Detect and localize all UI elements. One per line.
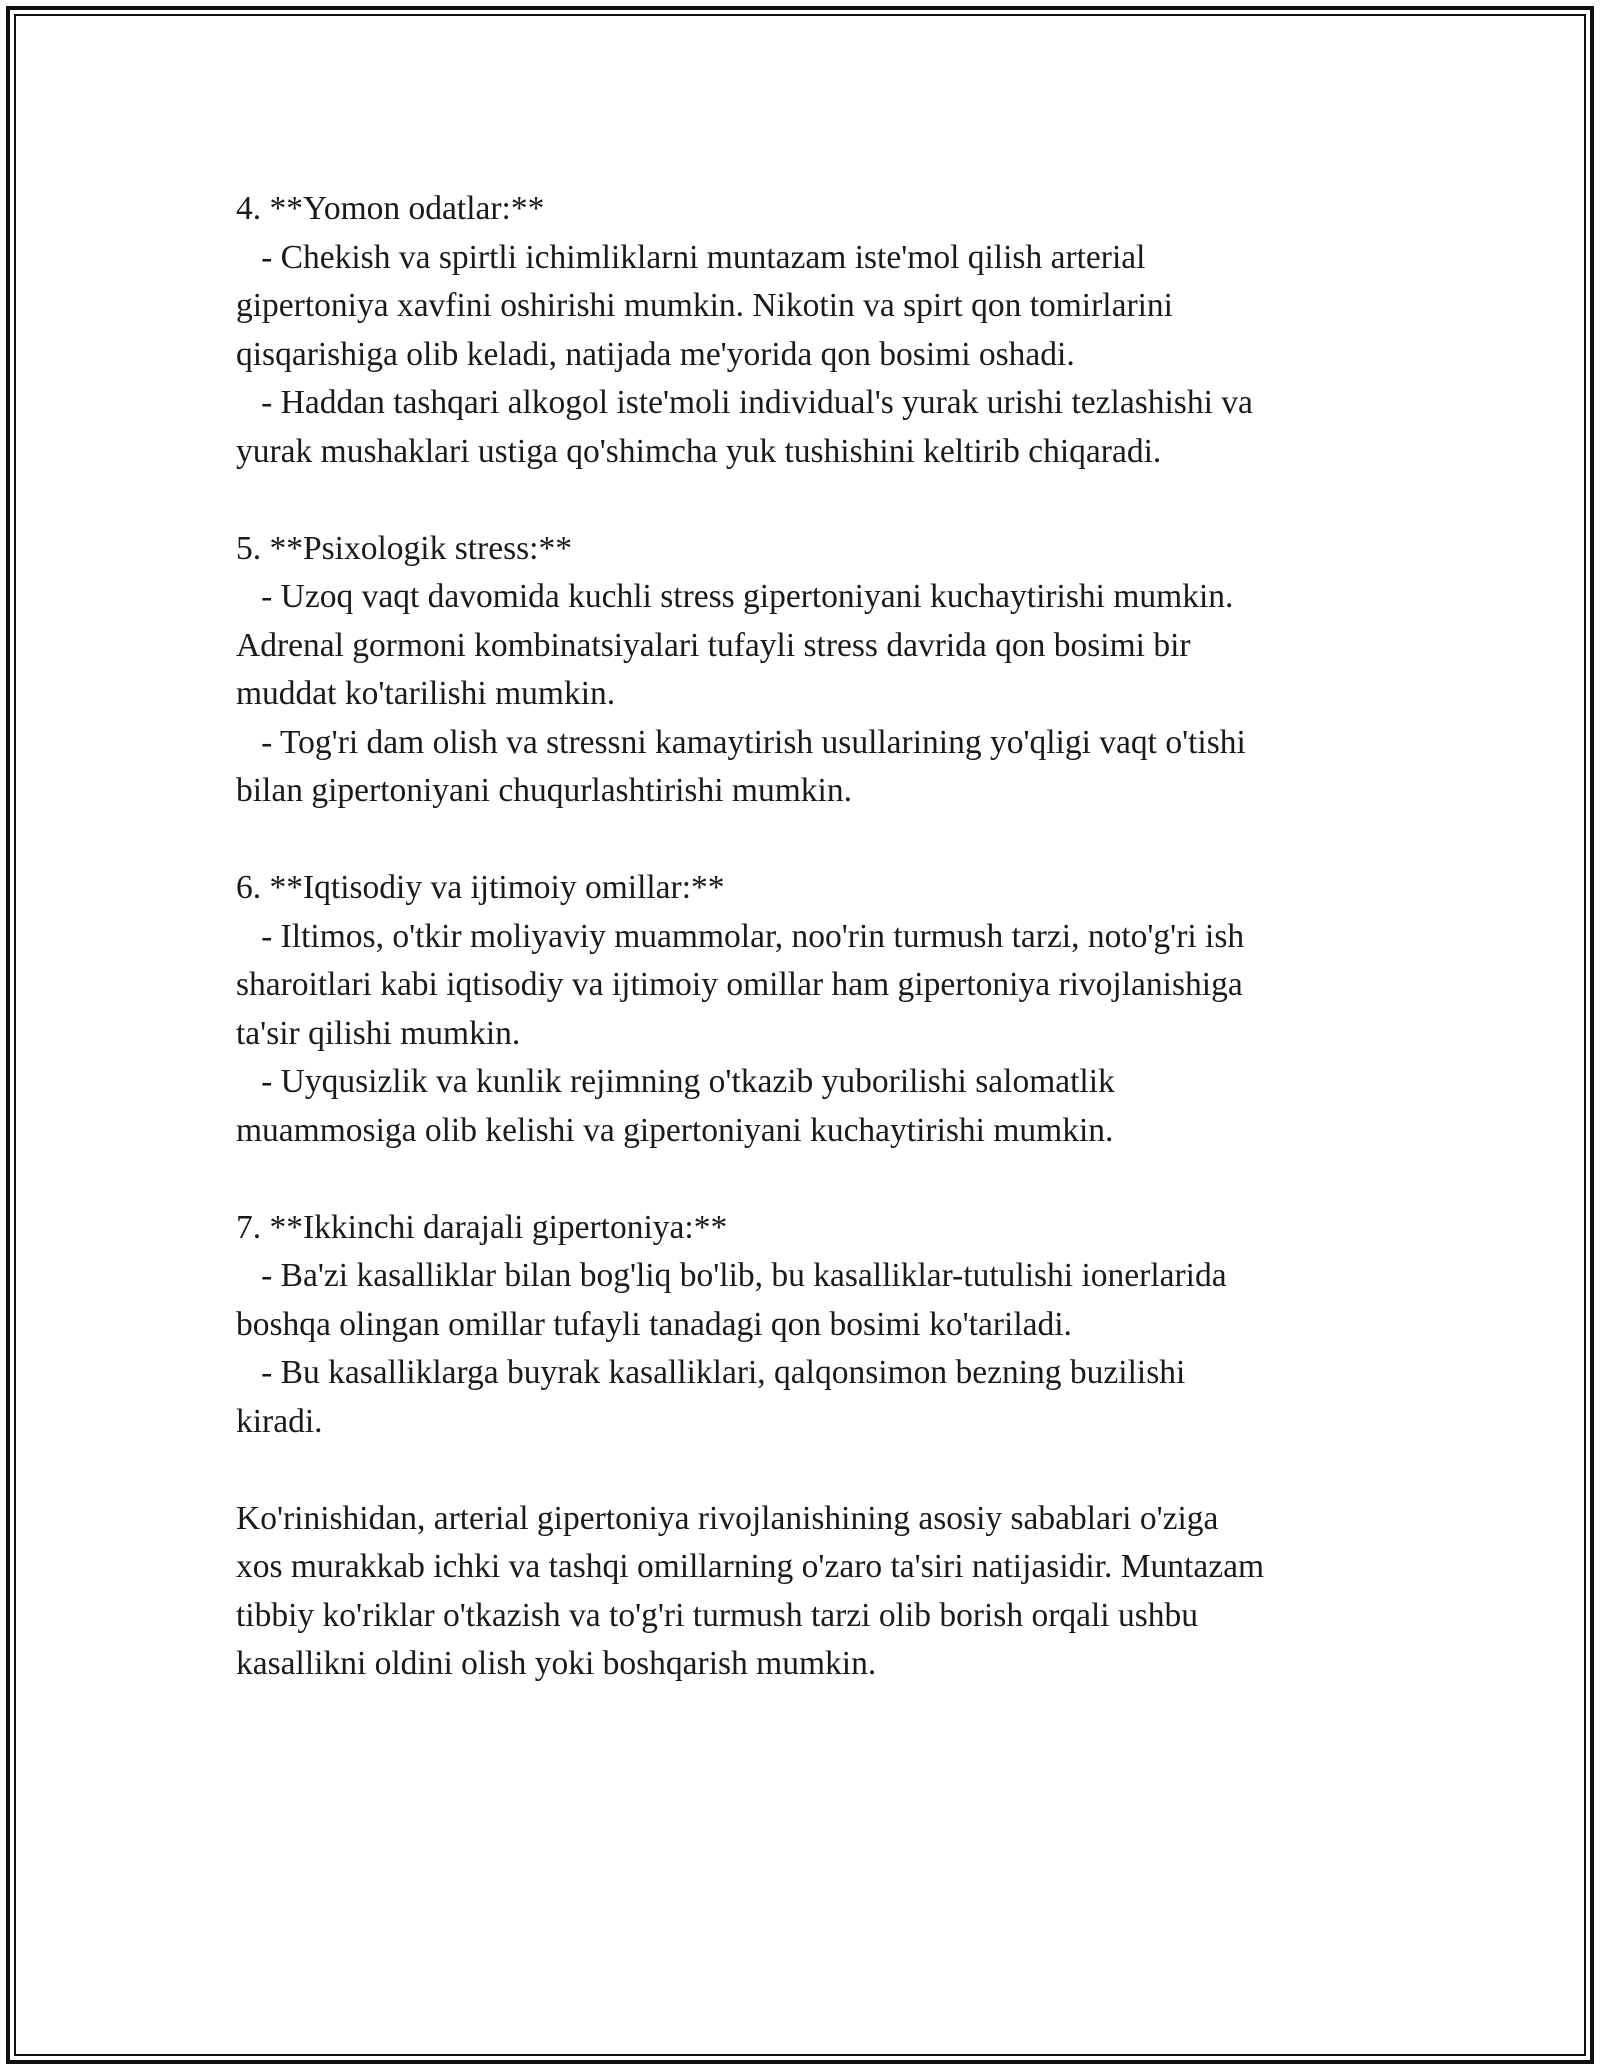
section-heading: 7. **Ikkinchi darajali gipertoniya:** [236,1208,728,1246]
section-socioeconomic-factors [236,864,1386,1155]
section-conclusion [236,1495,1386,1689]
text-line: yurak mushaklari ustiga qo'shimcha yuk tushishini keltirib chiqaradi. [236,432,1162,470]
text-line: ta'sir qilishi mumkin. [236,1014,521,1052]
text-line: bilan gipertoniyani chuqurlashtirishi mumkin. [236,772,852,809]
section-bad-habits [236,185,1386,476]
text-line: sharoitlari kabi iqtisodiy va ijtimoiy omillar ham gipertoniya rivojlanishiga [236,966,1243,1003]
text-line: - Bu kasalliklarga buyrak kasalliklari, qalqonsimon bezning buzilishi [236,1354,1186,1391]
text-line: kasallikni oldini olish yoki boshqarish mumkin. [236,1645,877,1682]
text-line: - Tog'ri dam olish va stressni kamaytirish usullarining yo'qligi vaqt o'tishi [236,723,1246,761]
text-line: qisqarishiga olib keladi, natijada me'yorida qon bosimi oshadi. [236,335,1075,373]
text-line: - Haddan tashqari alkogol iste'moli individual's yurak urishi tezlashishi va [236,384,1253,421]
text-line: - Chekish va spirtli ichimliklarni muntazam iste'mol qilish arterial [236,238,1146,276]
text-line: muammosiga olib kelishi va gipertoniyani kuchaytirishi mumkin. [236,1111,1114,1149]
section-heading: 6. **Iqtisodiy va ijtimoiy omillar:** [236,869,725,906]
text-line: Ko'rinishidan, arterial gipertoniya rivojlanishining asosiy sabablari o'ziga [236,1499,1219,1537]
text-line: - Uzoq vaqt davomida kuchli stress gipertoniyani kuchaytirishi mumkin. [236,578,1234,615]
paragraph-spacer [236,476,1386,525]
document-body [236,185,1386,1689]
paragraph-spacer [236,1446,1386,1495]
paragraph-spacer [236,816,1386,865]
section-heading: 4. **Yomon odatlar:** [236,190,545,227]
section-heading: 5. **Psixologik stress:** [236,529,572,567]
text-line: - Ba'zi kasalliklar bilan bog'liq bo'lib, bu kasalliklar-tutulishi ionerlarida [236,1257,1227,1294]
paragraph-spacer [236,1155,1386,1204]
text-line: gipertoniya xavfini oshirishi mumkin. Nikotin va spirt qon tomirlarini [236,287,1173,324]
text-line: boshqa olingan omillar tufayli tanadagi qon bosimi ko'tariladi. [236,1305,1072,1343]
text-line: xos murakkab ichki va tashqi omillarning o'zaro ta'siri natijasidir. Muntazam [236,1548,1264,1585]
text-line: - Iltimos, o'tkir moliyaviy muammolar, noo'rin turmush tarzi, noto'g'ri ish [236,917,1245,955]
text-line: Adrenal gormoni kombinatsiyalari tufayli stress davrida qon bosimi bir [236,626,1191,664]
text-line: kiradi. [236,1402,323,1440]
section-secondary-hypertension [236,1204,1386,1447]
section-psychological-stress [236,525,1386,816]
text-line: tibbiy ko'riklar o'tkazish va to'g'ri turmush tarzi olib borish orqali ushbu [236,1596,1198,1634]
text-line: muddat ko'tarilishi mumkin. [236,675,616,712]
text-line: - Uyqusizlik va kunlik rejimning o'tkazib yuborilishi salomatlik [236,1063,1115,1100]
